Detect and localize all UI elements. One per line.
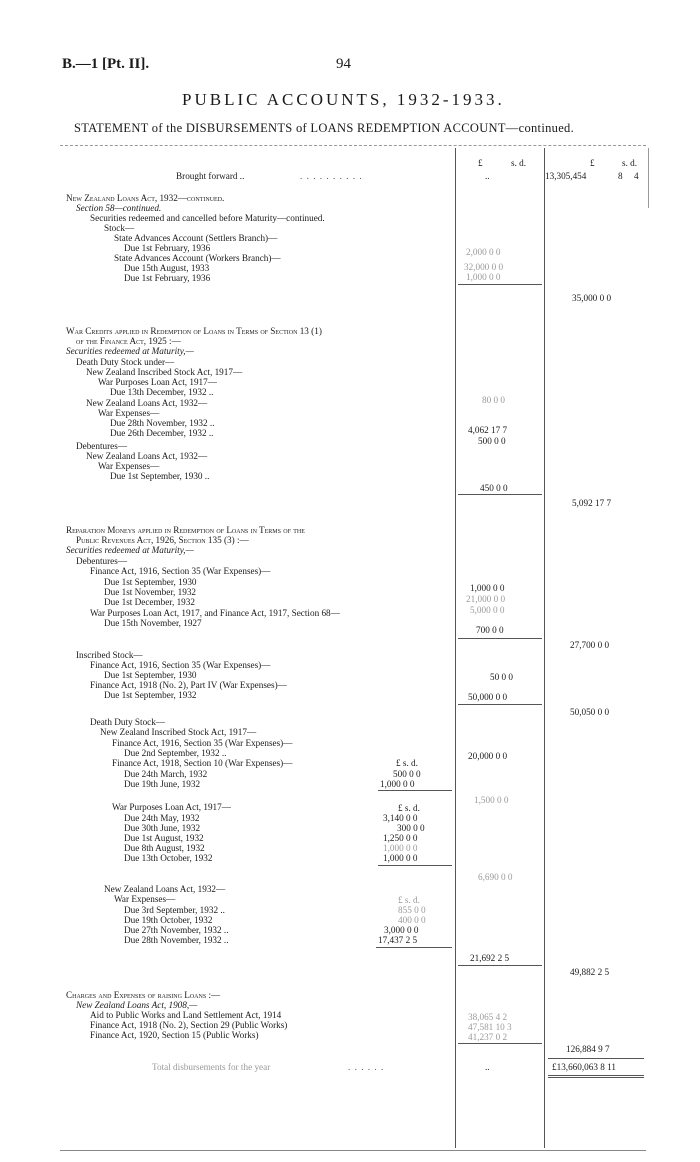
s1-line: Due 15th August, 1933	[124, 263, 210, 273]
s3-line: Due 13th October, 1932	[124, 853, 213, 863]
s1-total: 35,000 0 0	[572, 293, 612, 303]
s2-line: Securities redeemed at Maturity,—	[66, 346, 194, 356]
s3-sub-value: 400 0 0	[398, 915, 426, 925]
s2-value: 4,062 17 7	[468, 425, 508, 435]
s1-line: Due 1st February, 1936	[124, 273, 211, 283]
s2-line: War Expenses—	[98, 461, 160, 471]
s3-line: Due 1st September, 1932	[104, 690, 197, 700]
s1-heading: New Zealand Loans Act, 1932—continued.	[66, 193, 225, 203]
s3-line: Death Duty Stock—	[90, 717, 166, 727]
s3-line: War Expenses—	[114, 894, 176, 904]
s3-line: Finance Act, 1916, Section 35 (War Expenses)—	[90, 566, 271, 576]
s2-heading-cont: of the Finance Act, 1925 :—	[76, 336, 181, 346]
s3-value: 6,690 0 0	[478, 872, 513, 882]
s3-sub-value: 500 0 0	[393, 769, 421, 779]
s4-total: 126,884 9 7	[566, 1044, 610, 1054]
s4-heading: Charges and Expenses of raising Loans :—	[66, 990, 221, 1000]
s3-value: 50 0 0	[490, 672, 513, 682]
s4-value: 38,065 4 2	[468, 1012, 508, 1022]
s2-line: War Expenses—	[98, 408, 160, 418]
s1-line: Securities redeemed and cancelled before Maturity—continued.	[90, 213, 325, 223]
s3-sub-value: 3,000 0 0	[384, 925, 419, 935]
s4-line: Finance Act, 1918 (No. 2), Section 29 (Public Works)	[90, 1020, 288, 1030]
s2-value: 500 0 0	[478, 436, 506, 446]
s1-value: 32,000 0 0	[464, 262, 504, 272]
s3-value: 50,000 0 0	[468, 692, 508, 702]
s3-value: 1,500 0 0	[474, 795, 509, 805]
s3-heading: Reparation Moneys applied in Redemption of Loans in Terms of the	[66, 525, 305, 535]
s3-line: Inscribed Stock—	[76, 650, 143, 660]
s2-value: 450 0 0	[480, 483, 508, 493]
col2-sd-head: s. d.	[622, 158, 638, 168]
s3-line: Due 24th May, 1932	[124, 813, 200, 823]
s3-total-3: 49,882 2 5	[570, 967, 610, 977]
s2-heading: War Credits applied in Redemption of Loans in Terms of Section 13 (1)	[66, 326, 322, 336]
s1-line: State Advances Account (Workers Branch)—	[114, 253, 281, 263]
s4-line: New Zealand Loans Act, 1908,—	[76, 1000, 198, 1010]
statement-subtitle: STATEMENT of the DISBURSEMENTS of LOANS REDEMPTION ACCOUNT—continued.	[74, 121, 575, 135]
s2-line: Due 26th December, 1932 ..	[110, 428, 214, 438]
s3-line: Due 19th June, 1932	[124, 779, 201, 789]
s3-sub-head: £ s. d.	[396, 758, 418, 768]
s3-heading-cont: Public Revenues Act, 1926, Section 135 (3) :—	[76, 535, 249, 545]
s3-sub-head: £ s. d.	[398, 803, 420, 813]
brought-forward-d: 4	[634, 171, 639, 181]
s2-line: Death Duty Stock under—	[76, 357, 175, 367]
s2-line: New Zealand Inscribed Stock Act, 1917—	[86, 367, 243, 377]
s3-sub-value: 1,000 0 0	[383, 853, 418, 863]
s3-line: Due 15th November, 1927	[104, 618, 202, 628]
s3-line: Due 2nd September, 1932 ..	[124, 748, 227, 758]
s3-line: Due 8th August, 1932	[124, 843, 205, 853]
brought-forward-label: Brought forward ..	[176, 171, 245, 181]
leader-dots: . . . . . . . . . .	[300, 171, 363, 181]
s2-line: Debentures—	[76, 441, 128, 451]
brought-forward-s: 8	[618, 171, 623, 181]
s3-line: Securities redeemed at Maturity,—	[66, 545, 194, 555]
s4-line: Aid to Public Works and Land Settlement Act, 1914	[90, 1010, 282, 1020]
s3-line: Due 30th June, 1932	[124, 823, 201, 833]
s3-total-1: 27,700 0 0	[570, 640, 610, 650]
leader-dots: . . . . . .	[348, 1062, 385, 1072]
s3-line: Due 1st September, 1930	[104, 670, 197, 680]
s3-line: War Purposes Loan Act, 1917, and Finance Act, 1917, Section 68—	[90, 608, 340, 618]
s3-line: New Zealand Loans Act, 1932—	[104, 884, 226, 894]
s2-total: 5,092 17 7	[572, 498, 612, 508]
s1-value: 1,000 0 0	[466, 272, 501, 282]
s3-value: 700 0 0	[476, 625, 504, 635]
s3-line: New Zealand Inscribed Stock Act, 1917—	[100, 727, 257, 737]
s3-line: Due 1st August, 1932	[124, 833, 204, 843]
s3-line: War Purposes Loan Act, 1917—	[112, 802, 231, 812]
s3-sub-head: £ s. d.	[398, 895, 420, 905]
s1-line: Due 1st February, 1936	[124, 243, 211, 253]
document-reference: B.—1 [Pt. II].	[62, 56, 150, 72]
s3-value: 5,000 0 0	[470, 605, 505, 615]
s2-line: War Purposes Loan Act, 1917—	[98, 377, 217, 387]
s3-line: Due 27th November, 1932 ..	[124, 925, 229, 935]
page-title: PUBLIC ACCOUNTS, 1932-1933.	[182, 90, 505, 109]
s3-sub-value: 855 0 0	[398, 905, 426, 915]
col2-pound-head: £	[590, 158, 595, 168]
s2-line: Due 28th November, 1932 ..	[110, 418, 215, 428]
s1-line: Section 58—continued.	[76, 203, 162, 213]
s3-line: Finance Act, 1918, Section 10 (War Expenses)—	[112, 758, 293, 768]
s3-sub-value: 3,140 0 0	[383, 813, 418, 823]
s2-line: Due 13th December, 1932 ..	[110, 387, 214, 397]
s3-sub-value: 1,000 0 0	[383, 843, 418, 853]
s3-sub-value: 1,250 0 0	[383, 833, 418, 843]
s4-value: 41,237 0 2	[468, 1032, 508, 1042]
s3-sub-value: 17,437 2 5	[378, 935, 418, 945]
s4-line: Finance Act, 1920, Section 15 (Public Works)	[90, 1030, 259, 1040]
s1-line: Stock—	[104, 223, 135, 233]
s3-total-2: 50,050 0 0	[570, 707, 610, 717]
s2-line: Due 1st September, 1930 ..	[110, 471, 210, 481]
s3-value: 21,000 0 0	[466, 594, 506, 604]
col1-pound-head: £	[478, 158, 483, 168]
s3-line: Due 19th October, 1932	[124, 915, 213, 925]
grand-total-c1: ..	[485, 1062, 490, 1072]
s3-line: Finance Act, 1916, Section 35 (War Expenses)—	[112, 738, 293, 748]
s3-line: Finance Act, 1918 (No. 2), Part IV (War Expenses)—	[90, 680, 287, 690]
s2-line: New Zealand Loans Act, 1932—	[86, 451, 208, 461]
s3-line: Due 3rd September, 1932 ..	[124, 905, 225, 915]
s3-line: Finance Act, 1916, Section 35 (War Expenses)—	[90, 660, 271, 670]
s1-line: State Advances Account (Settlers Branch)—	[114, 233, 278, 243]
s3-line: Due 1st December, 1932	[104, 597, 195, 607]
s2-line: New Zealand Loans Act, 1932—	[86, 398, 208, 408]
s1-value: 2,000 0 0	[466, 247, 501, 257]
s3-sub-value: 1,000 0 0	[380, 779, 415, 789]
s3-line: Due 28th November, 1932 ..	[124, 935, 229, 945]
s3-sub-value: 300 0 0	[397, 823, 425, 833]
s3-value: 20,000 0 0	[468, 751, 508, 761]
brought-forward-c1: ..	[485, 171, 490, 181]
s2-value: 80 0 0	[482, 395, 505, 405]
s3-line: Due 1st November, 1932	[104, 587, 197, 597]
grand-total-label: Total disbursements for the year	[152, 1062, 271, 1072]
s3-line: Due 1st September, 1930	[104, 577, 197, 587]
grand-total-value: £13,660,063 8 11	[552, 1062, 616, 1072]
col1-sd-head: s. d.	[511, 158, 527, 168]
s3-line: Debentures—	[76, 556, 128, 566]
page-number: 94	[336, 56, 351, 72]
s3-value: 21,692 2 5	[470, 953, 510, 963]
s3-value: 1,000 0 0	[470, 583, 505, 593]
brought-forward-pounds: 13,305,454	[545, 171, 587, 181]
s3-line: Due 24th March, 1932	[124, 769, 208, 779]
s4-value: 47,581 10 3	[468, 1022, 512, 1032]
